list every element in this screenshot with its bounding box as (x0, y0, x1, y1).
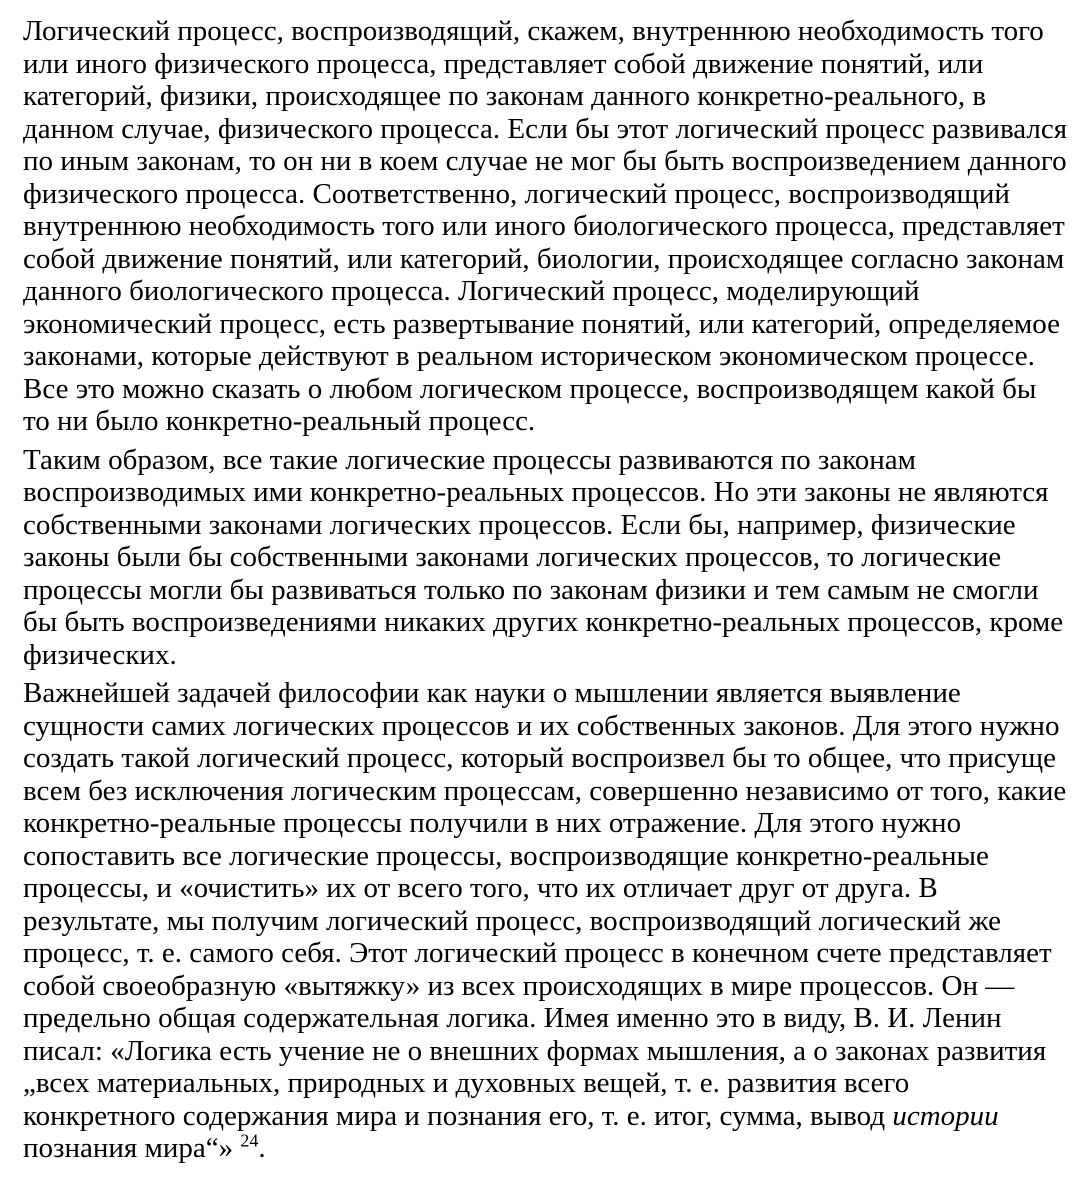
text-segment: категорий, физики, происходящее по законам данного конкретно-реального, в (23, 80, 987, 112)
text-segment: писал: «Логика есть учение не о внешних формах мышления, а о законах развития (23, 1034, 1047, 1067)
text-line (23, 775, 1075, 808)
text-segment: сопоставить все логические процессы, воспроизводящие конкретно-реальные (23, 839, 989, 872)
text-segment: внутреннюю необходимость того или иного биологического процесса, представляет (23, 210, 1065, 242)
text-segment: конкретного содержания мира и познания его, т. е. итог, сумма, вывод (23, 1099, 893, 1132)
text-segment: процессы, и «очистить» их от всего того, что их отличает друг от друга. В (23, 872, 938, 904)
text-segment: Важнейшей задачей философии как науки о мышлении является выявление (23, 677, 961, 709)
text-line (23, 48, 1075, 81)
text-segment: собой движение понятий, или категорий, биологии, происходящее согласно законам (23, 242, 1065, 275)
text-segment: . (258, 1132, 266, 1164)
text-segment: или иного физического процесса, представляет собой движение понятий, или (23, 47, 984, 80)
text-line (23, 308, 1075, 341)
text-line (23, 872, 1075, 905)
text-line (23, 1035, 1075, 1068)
text-line (23, 710, 1075, 743)
text-line (23, 1132, 1075, 1165)
text-segment: воспроизводимых ими конкретно-реальных процессов. Но эти законы не являются (23, 476, 1049, 508)
text-line (23, 405, 1075, 438)
text-segment: сущности самих логических процессов и их собственных законов. Для этого нужно (23, 709, 1060, 742)
text-segment: законы были бы собственными законами логических процессов, то логические (23, 541, 1002, 573)
text-segment: „всех материальных, природных и духовных вещей, т. е. развития всего (23, 1067, 910, 1099)
text-segment: то ни было конкретно-реальный процесс. (23, 405, 536, 437)
text-segment: экономический процесс, есть развертывание понятий, или категорий, определяемое (23, 307, 1060, 340)
paragraph-2 (23, 444, 1075, 672)
text-line (23, 639, 1075, 672)
text-segment: собственными законами логических процессов. Если бы, например, физические (23, 508, 1016, 541)
text-segment: результате, мы получим логический процесс, воспроизводящий логический же (23, 904, 1001, 937)
text-line (23, 937, 1075, 970)
text-line (23, 807, 1075, 840)
text-segment: физических. (23, 638, 177, 671)
text-line (23, 840, 1075, 873)
text-line (23, 340, 1075, 373)
text-line (23, 113, 1075, 146)
text-segment: процесс, т. е. самого себя. Этот логический процесс в конечном счете представляет (23, 937, 1052, 969)
text-line (23, 15, 1075, 48)
text-line (23, 606, 1075, 639)
text-segment: собой своеобразную «вытяжку» из всех происходящих в мире процессов. Он — (23, 969, 1015, 1002)
text-line (23, 742, 1075, 775)
text-line (23, 80, 1075, 113)
text-segment: предельно общая содержательная логика. Имея именно это в виду, В. И. Ленин (23, 1002, 1002, 1034)
text-segment: конкретно-реальные процессы получили в них отражение. Для этого нужно (23, 807, 962, 839)
footnote-reference: 24 (240, 1130, 259, 1151)
paragraph-1 (23, 15, 1075, 438)
text-line (23, 509, 1075, 542)
text-segment: данного биологического процесса. Логический процесс, моделирующий (23, 275, 920, 307)
text-line (23, 178, 1075, 211)
text-line (23, 1100, 1075, 1133)
text-segment: всем без исключения логическим процессам, совершенно независимо от того, какие (23, 774, 1067, 807)
text-segment: Логический процесс, воспроизводящий, скажем, внутреннюю необходимость того (23, 15, 1044, 47)
text-segment: физического процесса. Соответственно, логический процесс, воспроизводящий (23, 177, 1010, 210)
text-line (23, 373, 1075, 406)
text-line (23, 1002, 1075, 1035)
text-line (23, 677, 1075, 710)
text-line (23, 210, 1075, 243)
text-segment: создать такой логический процесс, который воспроизвел бы то общее, что присуще (23, 742, 1056, 774)
text-segment: законами, которые действуют в реальном историческом экономическом процессе. (23, 340, 1035, 372)
text-segment: Таким образом, все такие логические процессы развиваются по законам (23, 443, 917, 476)
text-segment: Все это можно сказать о любом логическом процессе, воспроизводящем какой бы (23, 372, 1037, 405)
text-line (23, 243, 1075, 276)
text-segment: процессы могли бы развиваться только по законам физики и тем самым не смогли (23, 573, 1039, 606)
text-line (23, 145, 1075, 178)
text-segment: по иным законам, то он ни в коем случае не мог бы быть воспроизведением данного (23, 145, 1067, 177)
text-line (23, 574, 1075, 607)
emphasized-text: истории (892, 1099, 999, 1132)
text-line (23, 970, 1075, 1003)
text-line (23, 1067, 1075, 1100)
text-line (23, 275, 1075, 308)
text-segment: данном случае, физического процесса. Если бы этот логический процесс развивался (23, 112, 1068, 145)
paragraph-3 (23, 677, 1075, 1165)
text-line (23, 541, 1075, 574)
text-line (23, 476, 1075, 509)
text-line (23, 444, 1075, 477)
text-segment: бы быть воспроизведениями никаких других конкретно-реальных процессов, кроме (23, 606, 1064, 638)
text-segment: познания мира“» (23, 1132, 241, 1164)
text-line (23, 905, 1075, 938)
